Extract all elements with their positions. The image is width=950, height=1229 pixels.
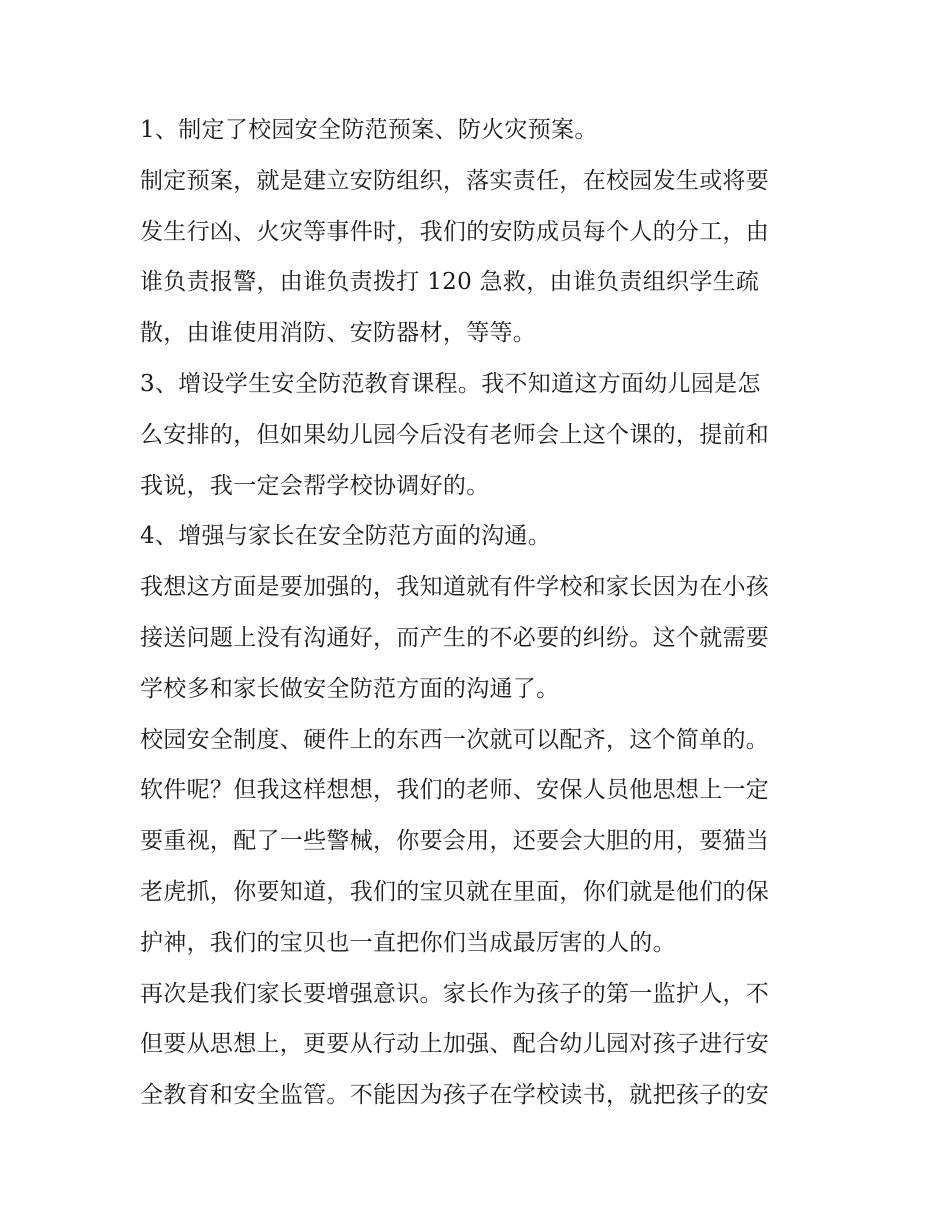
text-line: 我说，我一定会帮学校协调好的。 <box>140 472 490 499</box>
text-line: 校园安全制度、硬件上的东西一次就可以配齐，这个简单的。 <box>140 726 770 753</box>
text-line: 再次是我们家长要增强意识。家长作为孩子的第一监护人，不 <box>140 980 770 1007</box>
text-line: 4、增强与家长在安全防范方面的沟通。 <box>140 523 552 550</box>
text-line: 全教育和安全监管。不能因为孩子在学校读书，就把孩子的安 <box>140 1082 770 1109</box>
text-line: 么安排的，但如果幼儿园今后没有老师会上这个课的，提前和 <box>140 421 770 448</box>
text-line: 制定预案，就是建立安防组织，落实责任，在校园发生或将要 <box>140 167 770 194</box>
text-line: 谁负责报警，由谁负责拨打 120 急救，由谁负责组织学生疏 <box>140 269 760 296</box>
text-line: 软件呢？但我这样想想，我们的老师、安保人员他思想上一定 <box>140 777 770 804</box>
document-body <box>140 105 820 1121</box>
text-line: 学校多和家长做安全防范方面的沟通了。 <box>140 675 560 702</box>
text-line: 我想这方面是要加强的，我知道就有件学校和家长因为在小孩 <box>140 574 770 601</box>
text-line: 接送问题上没有沟通好，而产生的不必要的纠纷。这个就需要 <box>140 624 770 651</box>
text-line: 散，由谁使用消防、安防器材，等等。 <box>140 320 537 347</box>
text-line: 但要从思想上，更要从行动上加强、配合幼儿园对孩子进行安 <box>140 1031 770 1058</box>
text-line: 要重视，配了一些警械，你要会用，还要会大胆的用，要猫当 <box>140 828 770 855</box>
text-line: 老虎抓，你要知道，我们的宝贝就在里面，你们就是他们的保 <box>140 878 770 905</box>
text-line: 1、制定了校园安全防范预案、防火灾预案。 <box>140 117 598 143</box>
text-line: 发生行凶、火灾等事件时，我们的安防成员每个人的分工，由 <box>140 218 770 245</box>
text-line: 护神，我们的宝贝也一直把你们当成最厉害的人的。 <box>140 929 676 956</box>
text-line: 3、增设学生安全防范教育课程。我不知道这方面幼儿园是怎 <box>140 370 761 397</box>
